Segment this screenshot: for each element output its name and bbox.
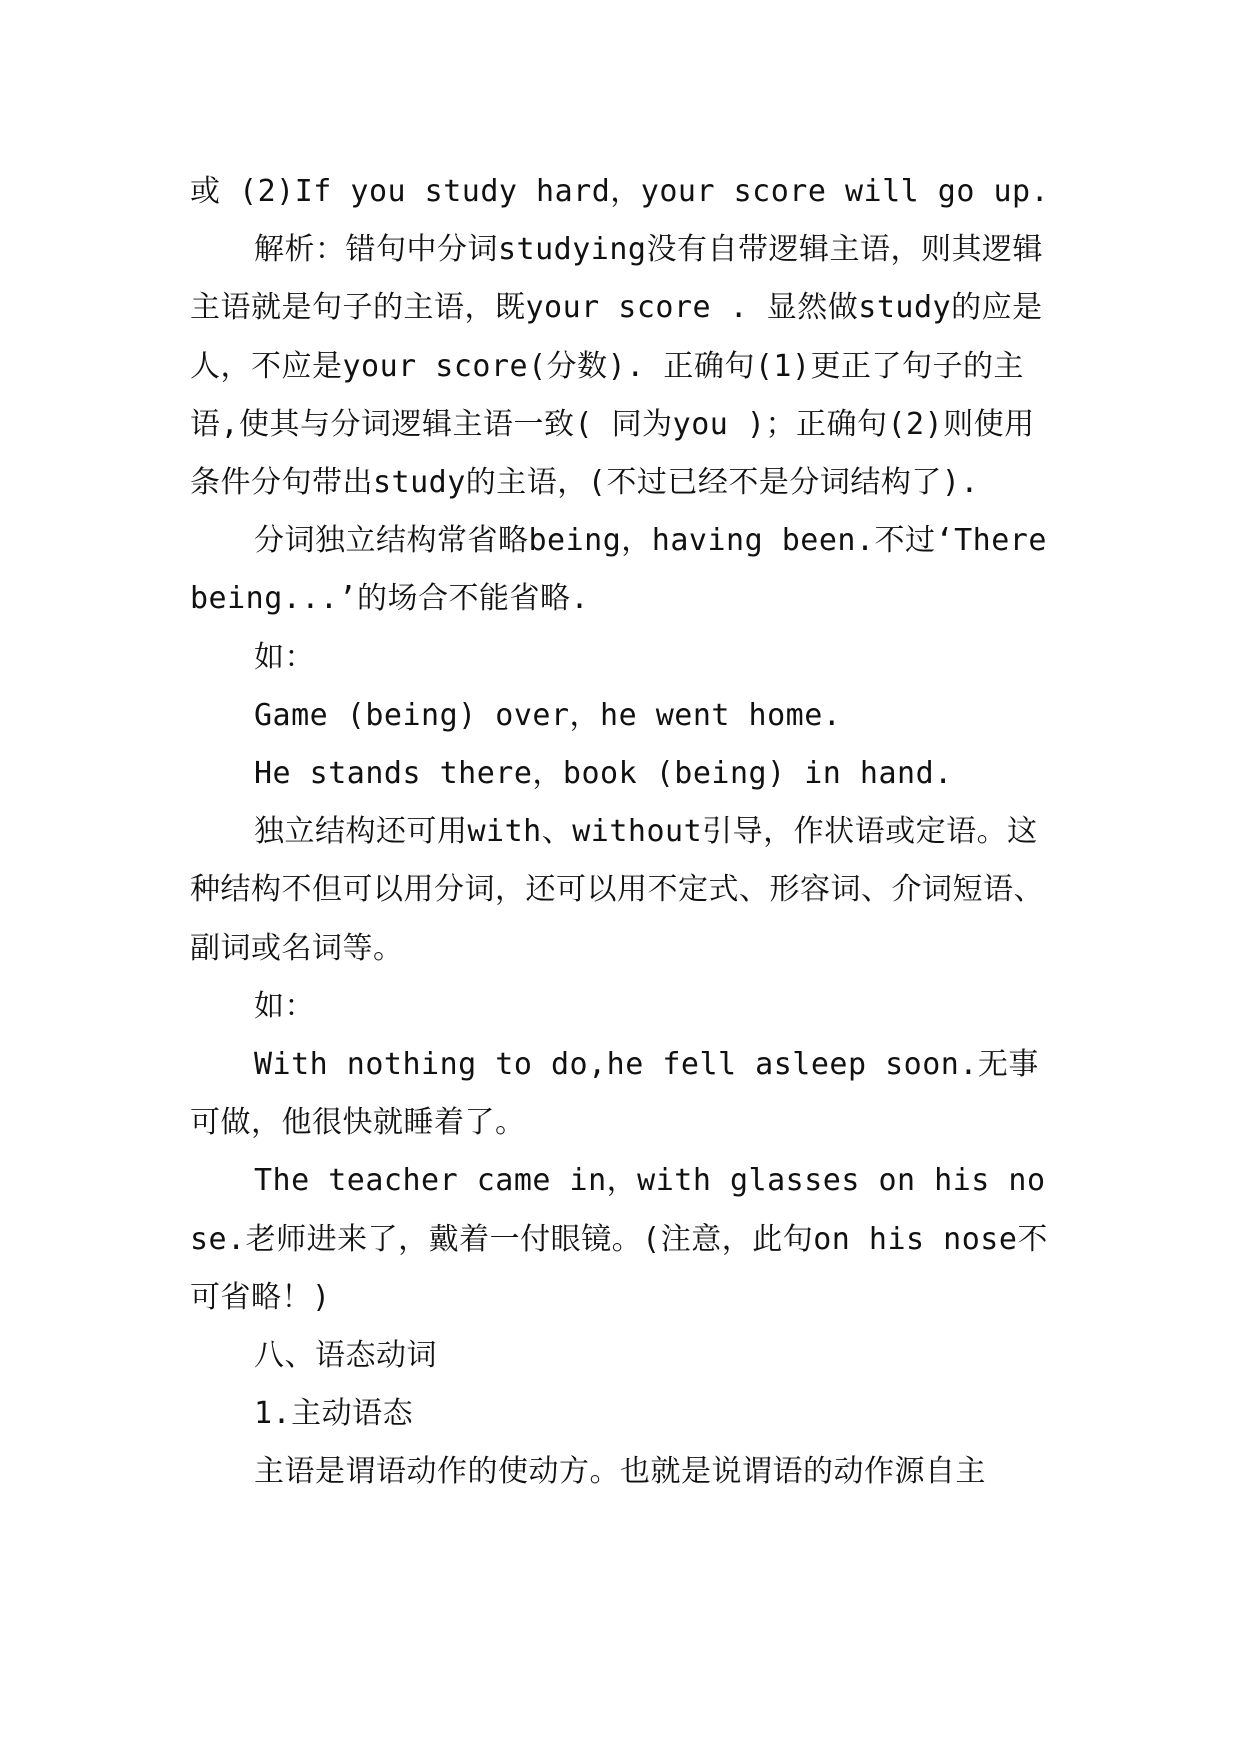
paragraph-example-label-2: 如：	[254, 988, 315, 1024]
paragraph-example-3: With nothing to do,he fell asleep soon.无事可做，他很快就睡着了。	[190, 1047, 1039, 1141]
paragraph-absolute-structure: 分词独立结构常省略being，having been.不过‘There being...’的场合不能省略.	[190, 523, 1047, 617]
paragraph-example-label: 如：	[254, 639, 315, 675]
paragraph-active-voice: 主语是谓语动作的使动方。也就是说谓语的动作源自主	[254, 1454, 986, 1490]
paragraph-example-1: Game (being) over，he went home.	[254, 697, 842, 733]
paragraph-with-without: 独立结构还可用with、without引导，作状语或定语。这种结构不但可以用分词，还可以用不定式、形容词、介词短语、副词或名词等。	[190, 814, 1044, 966]
paragraph-example-2: He stands there，book (being) in hand.	[254, 756, 953, 792]
section-heading-voice: 八、语态动词	[254, 1338, 437, 1374]
subsection-heading-active: 1.主动语态	[254, 1396, 414, 1432]
paragraph-analysis: 解析：错句中分词studying没有自带逻辑主语，则其逻辑主语就是句子的主语，既your score . 显然做study的应是人，不应是your score(分数). 正确句(1)更正了句子的主语,使其与分词逻辑主语一致( 同为you )；正确句(2)则使用条件分句带出study的主语，(不过已经不是分词结构了).	[190, 232, 1043, 501]
document-body	[190, 163, 1060, 1502]
paragraph-answer-2: 或 (2)If you study hard，your score will go up.	[190, 174, 1050, 209]
paragraph-example-4: The teacher came in，with glasses on his nose.老师进来了，戴着一付眼镜。(注意，此句on his nose不可省略！)	[190, 1163, 1048, 1315]
